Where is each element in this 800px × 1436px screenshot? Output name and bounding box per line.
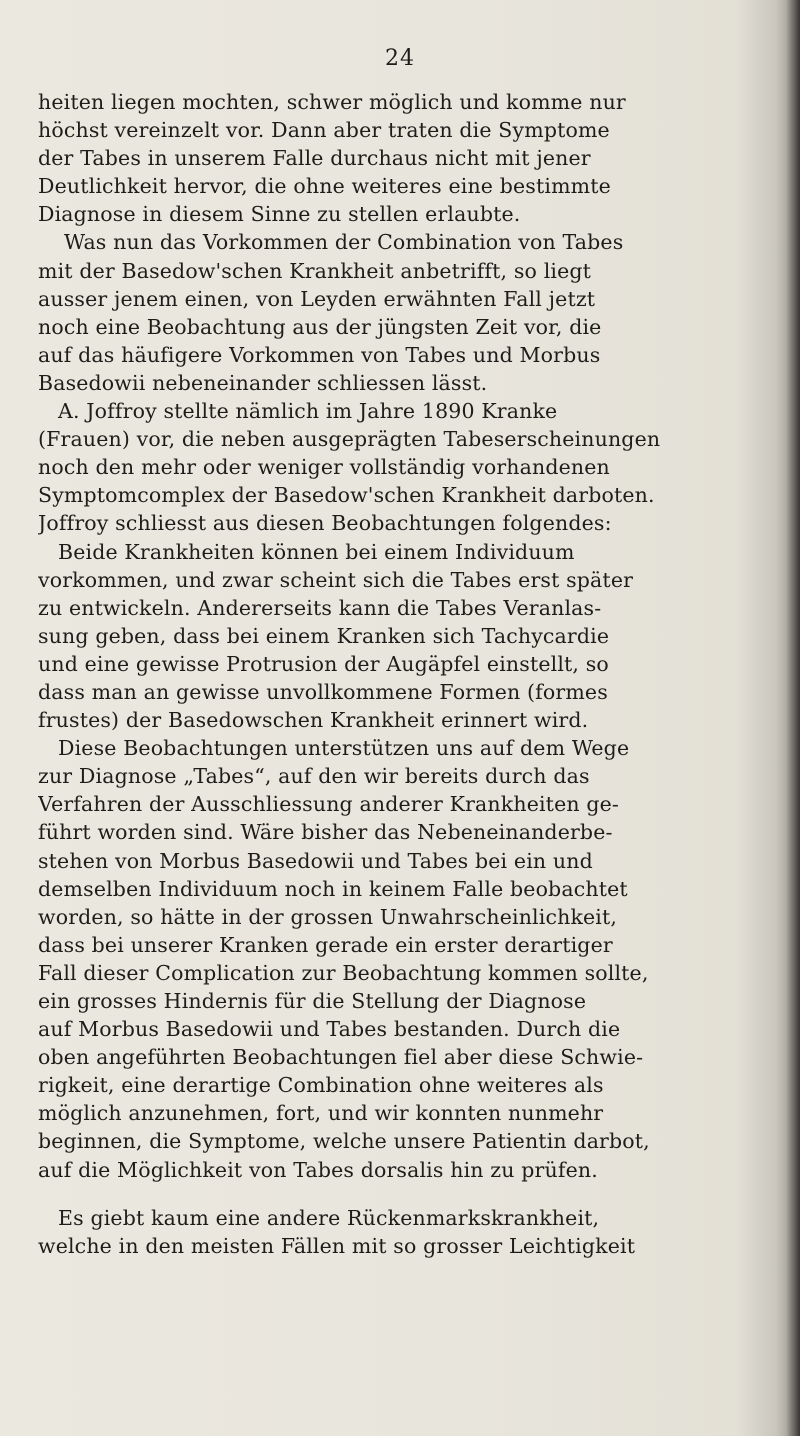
- text-line: frustes) der Basedowschen Krankheit erinnert wird.: [38, 708, 589, 733]
- text-line: Diagnose in diesem Sinne zu stellen erlaubte.: [38, 202, 521, 227]
- text-line: möglich anzunehmen, fort, und wir konnten nunmehr: [38, 1101, 604, 1126]
- text-line: auf Morbus Basedowii und Tabes bestanden. Durch die: [38, 1017, 621, 1042]
- text-line: Es giebt kaum eine andere Rückenmarkskrankheit,: [58, 1205, 600, 1230]
- text-line: Diese Beobachtungen unterstützen uns auf dem Wege: [58, 736, 630, 761]
- page-number: 24: [385, 46, 415, 71]
- text-line: mit der Basedow'schen Krankheit anbetrifft, so liegt: [38, 258, 592, 283]
- text-line: noch eine Beobachtung aus der jüngsten Zeit vor, die: [38, 314, 602, 339]
- text-line: Was nun das Vorkommen der Combination von Tabes: [64, 230, 624, 255]
- paragraph-5: [38, 734, 786, 1184]
- text-line: auf die Möglichkeit von Tabes dorsalis hin zu prüfen.: [38, 1157, 598, 1182]
- paragraph-4: [38, 538, 786, 735]
- text-line: zu entwickeln. Andererseits kann die Tabes Veranlas-: [38, 595, 602, 620]
- text-line: stehen von Morbus Basedowii und Tabes bei ein und: [38, 848, 593, 873]
- text-line: dass man an gewisse unvollkommene Formen (formes: [38, 679, 608, 704]
- paragraph-6: [38, 1204, 786, 1260]
- text-line: ausser jenem einen, von Leyden erwähnten Fall jetzt: [38, 286, 596, 311]
- page-edge-shadow: [786, 0, 800, 1436]
- text-line: demselben Individuum noch in keinem Falle beobachtet: [38, 876, 628, 901]
- text-line: heiten liegen mochten, schwer möglich und komme nur: [38, 90, 626, 114]
- text-line: ein grosses Hindernis für die Stellung der Diagnose: [38, 989, 587, 1013]
- text-line: (Frauen) vor, die neben ausgeprägten Tabeserscheinungen: [38, 427, 661, 452]
- text-line: Fall dieser Complication zur Beobachtung kommen sollte,: [38, 960, 649, 985]
- text-line: welche in den meisten Fällen mit so grosser Leichtigkeit: [38, 1233, 636, 1258]
- text-line: Deutlichkeit hervor, die ohne weiteres eine bestimmte: [38, 174, 611, 199]
- text-line: vorkommen, und zwar scheint sich die Tabes erst später: [38, 567, 634, 592]
- text-line: Basedowii nebeneinander schliessen lässt.: [38, 370, 488, 395]
- text-line: rigkeit, eine derartige Combination ohne weiteres als: [38, 1073, 604, 1098]
- text-line: Verfahren der Ausschliessung anderer Krankheiten ge-: [38, 792, 619, 817]
- text-line: worden, so hätte in der grossen Unwahrscheinlichkeit,: [38, 904, 618, 929]
- text-line: sung geben, dass bei einem Kranken sich Tachycardie: [38, 623, 610, 648]
- paragraph-2: [38, 228, 786, 397]
- text-line: auf das häufigere Vorkommen von Tabes und Morbus: [38, 342, 601, 367]
- text-line: der Tabes in unserem Falle durchaus nicht mit jener: [38, 146, 591, 171]
- text-line: beginnen, die Symptome, welche unsere Patientin darbot,: [38, 1129, 650, 1154]
- paragraph-1: [38, 88, 786, 228]
- text-line: und eine gewisse Protrusion der Augäpfel einstellt, so: [38, 651, 609, 676]
- text-line: Beide Krankheiten können bei einem Individuum: [58, 539, 575, 564]
- paragraph-3: [38, 397, 786, 537]
- paragraph-gap: [38, 1184, 786, 1204]
- text-line: Symptomcomplex der Basedow'schen Krankheit darboten.: [38, 483, 655, 508]
- text-line: Joffroy schliesst aus diesen Beobachtungen folgendes:: [38, 511, 612, 536]
- text-line: oben angeführten Beobachtungen fiel aber diese Schwie-: [38, 1045, 644, 1070]
- text-line: zur Diagnose „Tabes“, auf den wir bereits durch das: [38, 764, 590, 789]
- body-text: [38, 88, 786, 1260]
- text-line: führt worden sind. Wäre bisher das Nebeneinanderbe-: [38, 820, 613, 845]
- text-line: A. Joffroy stellte nämlich im Jahre 1890 Kranke: [58, 399, 558, 424]
- text-line: dass bei unserer Kranken gerade ein erster derartiger: [38, 932, 613, 957]
- text-line: höchst vereinzelt vor. Dann aber traten die Symptome: [38, 118, 610, 143]
- text-line: noch den mehr oder weniger vollständig vorhandenen: [38, 455, 610, 480]
